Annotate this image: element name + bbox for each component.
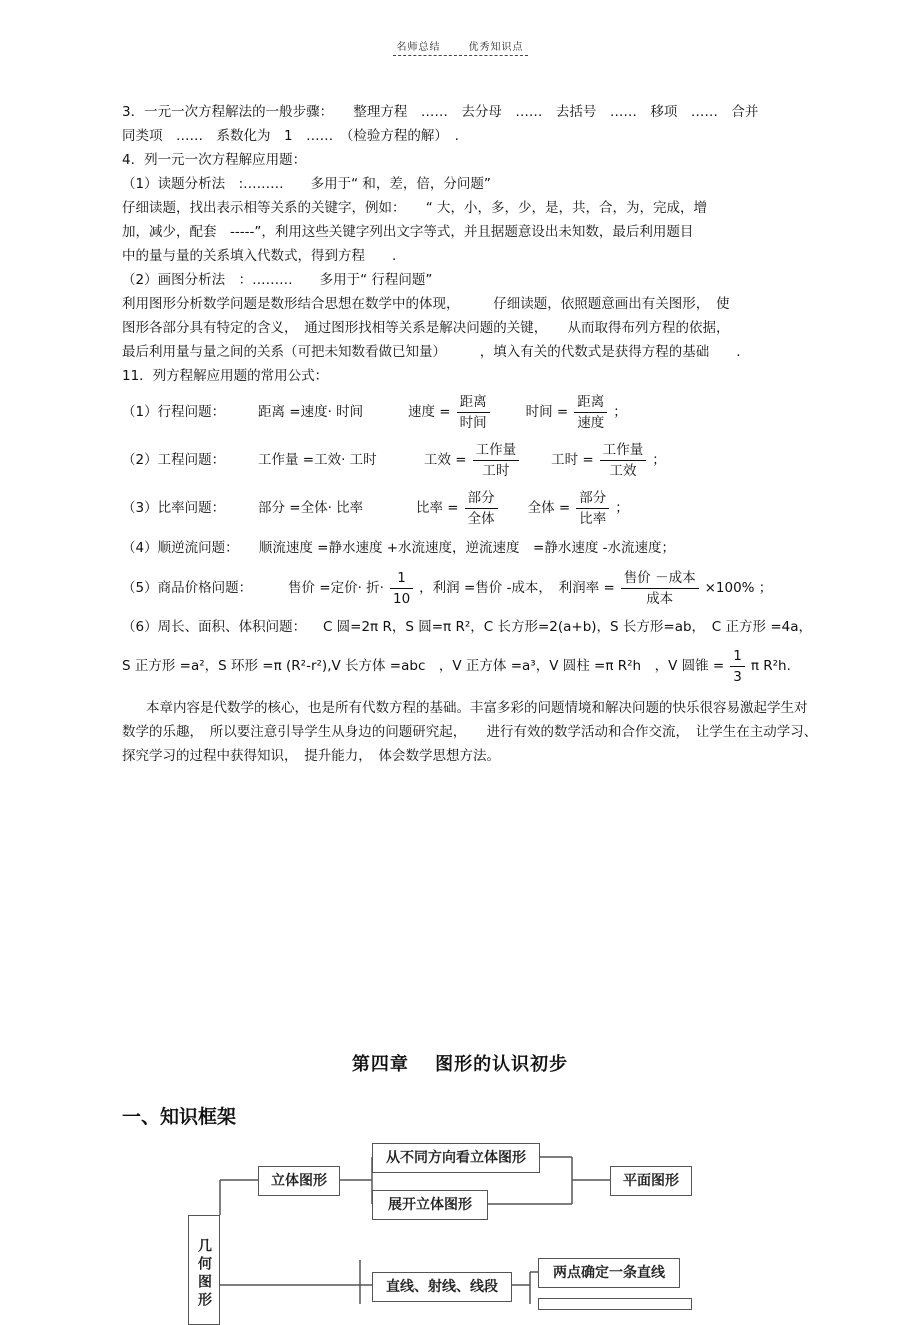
text-line: 图形各部分具有特定的含义， 通过图形找相等关系是解决问题的关键， 从而取得布列方程的依据， (122, 320, 730, 336)
fraction: $\frac{\text{部分}}{\text{全体}}$ (465, 488, 498, 529)
text-line: 3．一元一次方程解法的一般步骤： 整理方程 …… 去分母 …… 去括号 …… 移项 …… 合并 (122, 104, 759, 120)
fraction: $\frac{\text{部分}}{\text{比率}}$ (576, 488, 609, 529)
formula-part: 售价 =定价· 折· (288, 580, 384, 596)
formula-part: 比率 = (416, 500, 459, 516)
formula-geometry (122, 612, 812, 642)
header-left: 名师总结 (396, 42, 441, 53)
formula-work (122, 436, 812, 484)
formula-part: ； (652, 452, 666, 468)
fraction: $\frac{1}{10}$ (390, 568, 413, 609)
formula-part: ； (613, 404, 627, 420)
formula-label: （5）商品价格问题： (122, 580, 253, 596)
formula-ratio (122, 484, 812, 532)
text-line: （1）读题分析法 :……… 多用于“ 和，差，倍，分问题” (122, 176, 491, 192)
formula-label: （1）行程问题： (122, 404, 226, 420)
diagram-view: 从不同方向看立体图形 (372, 1143, 540, 1173)
formula-part: S 正方形 =a²，S 环形 =π (R²-r²),V 长方体 =abc ，V 正方体 =a³，V 圆柱 =π R²h ，V 圆锥 = (122, 658, 725, 674)
formula-stream: （4）顺逆流问题： 顺流速度 =静水速度 +水流速度，逆流速度 =静水速度 -水流速度； (122, 540, 676, 556)
formula-part: 时间 = (525, 404, 569, 420)
formula-price (122, 564, 812, 612)
formula-part: ×100% ； (704, 580, 773, 596)
formula-part: ，利润 =售价 -成本， 利润率 = (419, 580, 615, 596)
fraction: $\frac{\text{工作量}}{\text{工时}}$ (473, 440, 520, 481)
formula-geometry-2 (122, 642, 812, 690)
text-line: 同类项 …… 系数化为 1 …… （检验方程的解） . (122, 128, 459, 144)
formula-part: 工时 = (551, 452, 594, 468)
formula-part: C 圆=2π R，S 圆=π R²，C 长方形=2(a+b)，S 长方形=ab， C 正方形 =4a， (322, 619, 812, 635)
formula-label: （2）工程问题： (122, 452, 226, 468)
formula-part: π R²h. (750, 658, 791, 674)
summary-paragraph: 本章内容是代数学的核心，也是所有代数方程的基础。丰富多彩的问题情境和解决问题的快乐很容易激起学生对数学的乐趣， 所以要注意引导学生从身边的问题研究起， 进行有效的数学活动和合作交流， 让学生在主动学习、 探究学习的过程中获得知识， 提升能力， 体会数学思想方法。 (122, 700, 824, 764)
formula-label: （3）比率问题： (122, 500, 226, 516)
chapter-title: 第四章 图形的认识初步 (351, 1054, 569, 1075)
page-header (0, 38, 920, 56)
diagram-plane: 平面图形 (610, 1166, 692, 1196)
formula-part: 全体 = (527, 500, 571, 516)
formula-label: （6）周长、面积、体积问题： (122, 619, 307, 635)
formula-part: 工效 = (424, 452, 467, 468)
fraction: $\frac{\text{工作量}}{\text{工效}}$ (600, 440, 647, 481)
diagram-unfold: 展开立体图形 (372, 1190, 488, 1220)
diagram-box-cut (538, 1298, 692, 1310)
text-line: 最后利用量与量之间的关系（可把未知数看做已知量） ，填入有关的代数式是获得方程的基础 . (122, 344, 741, 360)
formula-part: 部分 =全体· 比率 (258, 500, 364, 516)
formula-part: 速度 = (408, 404, 451, 420)
fraction: $\frac{\text{距离}}{\text{速度}}$ (574, 392, 607, 433)
fraction: $\frac{\text{距离}}{\text{时间}}$ (457, 392, 490, 433)
text-line: 利用图形分析数学问题是数形结合思想在数学中的体现， 仔细读题，依照题意画出有关图形， 使 (122, 296, 730, 312)
text-line: （2）画图分析法 ：……… 多用于“ 行程问题” (122, 272, 433, 288)
formula-part: 工作量 =工效· 工时 (258, 452, 377, 468)
content (122, 100, 824, 768)
diagram-two-points: 两点确定一条直线 (538, 1258, 680, 1288)
formula-part: 距离 =速度· 时间 (258, 404, 364, 420)
formula-part: ； (615, 500, 629, 516)
section-title: 一、知识框架 (122, 1106, 237, 1128)
diagram-lines: 直线、射线、线段 (372, 1272, 512, 1302)
fraction: $\frac{1}{3}$ (730, 646, 745, 687)
fraction: $\frac{\text{售价 －成本}}{\text{成本}}$ (621, 568, 699, 609)
header-right: 优秀知识点 (468, 42, 524, 53)
text-line: 中的量与量的关系填入代数式，得到方程 . (122, 248, 397, 264)
diagram-solid: 立体图形 (258, 1166, 340, 1196)
text-line: 4．列一元一次方程解应用题： (122, 152, 307, 168)
text-line: 11．列方程解应用题的常用公式： (122, 368, 329, 384)
text-line: 仔细读题，找出表示相等关系的关键字，例如： “ 大，小，多，少，是，共，合，为，完成，增 (122, 200, 708, 216)
diagram-root: 几何图形 (188, 1215, 220, 1325)
text-line: 加，减少，配套 -----”，利用这些关键字列出文字等式，并且据题意设出未知数，最后利用题目 (122, 224, 694, 240)
formula-travel (122, 388, 812, 436)
